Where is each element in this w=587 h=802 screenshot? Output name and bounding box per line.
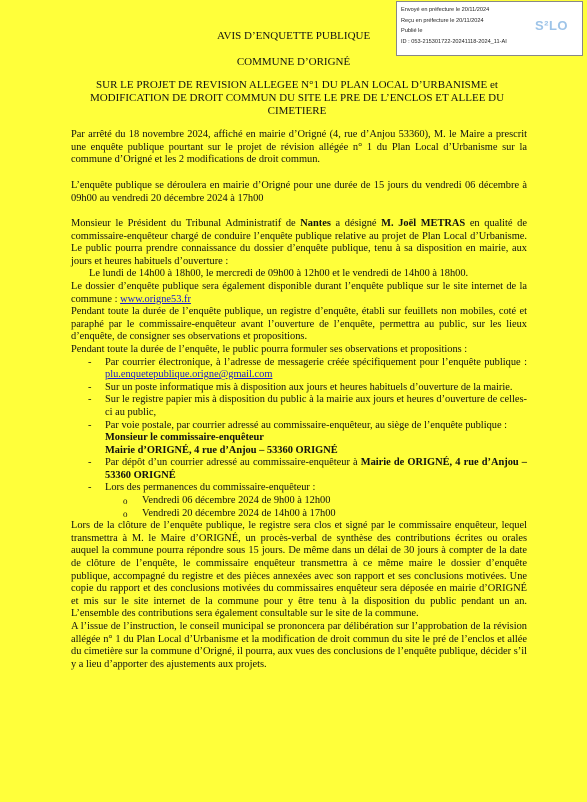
list-item: - Par dépôt d’un courrier adressé au commissaire-enquêteur à Mairie de ORIGNÉ, 4 rue d’Anjou – 53360 ORIGNÉ — [71, 457, 527, 482]
postal-recipient: Monsieur le commissaire-enquêteur — [105, 432, 264, 444]
list-item: - Lors des permanences du commissaire-enquêteur : — [71, 482, 527, 495]
prefecture-stamp — [396, 1, 583, 56]
stamp-sent-date: Envoyé en préfecture le 20/11/2024 — [401, 7, 490, 13]
website-link[interactable]: www.origne53.fr — [120, 293, 191, 305]
paragraph-register: Pendant toute la durée de l’enquête publique, un registre d’enquête, établi sur feuillets non mobiles, coté et paraphé par le commissaire-enquêteur avant l’ouverture de l’enquête, permettra au public, sur les lieux d’enquête, de consigner ses observations et propositions. — [71, 306, 527, 343]
list-item: - Sur un poste informatique mis à disposition aux jours et heures habituels d’ouverture de la mairie. — [71, 382, 527, 395]
list-item: - Par courrier électronique, à l’adresse de messagerie créée spécifiquement pour l’enquête publique : plu.enquetepublique.origne@gmail.com — [71, 357, 527, 382]
stamp-published: Publié le — [401, 28, 423, 34]
paragraph-duration: L’enquête publique se déroulera en mairie d’Origné pour une durée de 15 jours du vendredi 06 décembre à 09h00 au vendredi 20 décembre 2024 à 17h00 — [71, 180, 527, 204]
observation-methods-list — [71, 357, 527, 496]
stamp-received-date: Reçu en préfecture le 20/11/2024 — [401, 17, 484, 24]
list-item: - Sur le registre papier mis à disposition du public à la mairie aux jours et heures d’ouverture de celles-ci au public, — [71, 394, 527, 419]
paragraph-observations: Pendant toute la durée de l’enquête, le public pourra formuler ses observations et propositions : — [71, 343, 468, 355]
list-item: - Par voie postale, par courrier adressé au commissaire-enquêteur, au siège de l’enquête publique : Monsieur le commissaire-enquêteur Mairie d’ORIGNÉ, 4 rue d’Anjou – 53360 ORIGNÉ — [71, 420, 527, 458]
notice-subject: SUR LE PROJET DE REVISION ALLEGEE N°1 DU PLAN LOCAL D’URBANISME et MODIFICATION DE DROIT COMMUN DU SITE LE PRE DE L’ENCLOS ET ALLEE DU CIMETIERE — [89, 79, 505, 117]
opening-hours: Le lundi de 14h00 à 18h00, le mercredi de 09h00 à 12h00 et le vendredi de 14h00 à 18h00. — [89, 268, 469, 280]
paragraph-commissioner: Monsieur le Président du Tribunal Administratif de Nantes a désigné M. Joël METRAS en qualité de commissaire-enquêteur chargé de conduire l’enquête publique relative au projet de Plan Local d’Urbanisme. Le public pourra prendre connaissance du dossier d’enquête publique, tenu à sa disposition en mairie, aux jours et heures habituels d’ouverture : Le lundi de 14h00 à 18h00, le mercredi de 09h00 à 12h00 et le vendredi de 14h00 à 18h00. Le dossier d’enquête publique sera également disponible durant l’enquête publique sur le site internet de la commune : www.origne53.fr Pendant toute la durée de l’enquête publique, un registre d’enquête, établi sur feuillets non mobiles, coté et paraphé par le commissaire-enquêteur avant l’ouverture de l’enquête, permettra au public, sur les lieux d’enquête, de consigner ses observations et propositions. Pendant toute la durée de l’enquête, le public pourra formuler ses observations et propositions : - Par courrier électronique, à l’adresse de messagerie créée spécifiquement pour l’enquête publique : plu.enquetepublique.origne@gmail.com - Sur un poste informatique mis à disposition aux jours et heures habituels d’ouverture de la mairie. - Sur le registre papier mis à disposition du public à la mairie aux jours et heures d’ouverture de celles-ci au public, - Par voie postale, par courrier adressé au commissaire-enquêteur, au siège de l’enquête publique : Monsieur le commissaire-enquêteur Mairie d’ORIGNÉ, 4 rue d’Anjou – 53360 ORIGNÉ - Par dépôt d’un courrier adressé au commissaire-enquêteur à Mairie de ORIGNÉ, 4 rue d’Anjou – 53360 ORIGNÉ - Lors des permanences du commissaire-enquêteur : o Vendredi 06 décembre 2024 de 9h00 à 12h00 o Vendredi 20 décembre 2024 de 14h00 à 17h00 Lors de la clôture de l’enquête publique, le registre sera clos et signé par le commissaire enquêteur, lequel transmettra à M. le Maire d’ORIGNÉ, un procès-verbal de synthèse des contributions écrites ou orales auquel la commune pourra répondre sous 15 jours. De même dans un délai de 30 jours à compter de la date de clôture de l’enquête, le commissaire enquêteur transmettra à ce même maire le dossier d’enquête publique, accompagné du registre et des pièces annexées avec son rapport et ses conclusions motivées. Une copie du rapport et des conclusions motivées du commissaires enquêteur sera déposée en mairie d’ORIGNÉ et mis sur le site internet de la commune pour y être tenu à la disposition du public pendant un an. L’ensemble des contributions sera également consultable sur le site de la commune. A l’issue de l’instruction, le conseil municipal se prononcera par délibération sur l’approbation de la révision allégée n° 1 du Plan Local d’Urbanisme et la modification de droit commun du site le pré de l’enclos et allée du cimetière sur la commune d’Origné, il pourra, aux vues des conclusions de l’enquête publique, décider s’il y a lieu d’apporter des ajustements aux projets. — [71, 218, 527, 671]
permanences-list — [71, 495, 527, 520]
commissioner-name: M. Joël METRAS — [381, 218, 466, 229]
notice-title: AVIS D’ENQUETTE PUBLIQUE — [217, 30, 371, 42]
postal-address: Mairie d’ORIGNÉ, 4 rue d’Anjou – 53360 ORIGNÉ — [105, 444, 338, 456]
commune-name: COMMUNE D’ORIGNÉ — [236, 56, 351, 68]
tribunal-city: Nantes — [300, 218, 331, 229]
email-link[interactable]: plu.enquetepublique.origne@gmail.com — [105, 369, 273, 381]
s2lo-logo: S²LO — [534, 18, 568, 33]
paragraph-arrete: Par arrêté du 18 novembre 2024, affiché en mairie d’Origné (4, rue d’Anjou 53360), M. le Maire a prescrit une enquête publique pourtant sur le projet de révision allégée n° 1 du Plan Local d’Urbanisme sur la commune d’Origné et les 2 modifications de droit commun. — [71, 129, 527, 166]
paragraph-closure: Lors de la clôture de l’enquête publique, le registre sera clos et signé par le commissaire enquêteur, lequel transmettra à M. le Maire d’ORIGNÉ, un procès-verbal de synthèse des contributions écrites ou orales auquel la commune pourra répondre sous 15 jours. De même dans un délai de 30 jours à compter de la date de clôture de l’enquête, le commissaire enquêteur transmettra à ce même maire le dossier d’enquête publique, accompagné du registre et des pièces annexées avec son rapport et ses conclusions motivées. Une copie du rapport et des conclusions motivées du commissaires enquêteur sera déposée en mairie d’ORIGNÉ et mis sur le site internet de la commune pour y être tenu à la disposition du public pendant un an. L’ensemble des contributions sera également consultable sur le site de la commune. — [71, 520, 527, 620]
paragraph-approval: A l’issue de l’instruction, le conseil municipal se prononcera par délibération sur l’approbation de la révision allégée n° 1 du Plan Local d’Urbanisme et la modification de droit commun du site le pré de l’enclos et allée du cimetière sur la commune d’Origné, il pourra, aux vues des conclusions de l’enquête publique, décider s’il y a lieu d’apporter des ajustements aux projets. — [71, 621, 527, 670]
paragraph-website: Le dossier d’enquête publique sera également disponible durant l’enquête publique sur le site internet de la commune : www.origne53.fr — [71, 280, 527, 305]
stamp-id: ID : 053-215301722-20241118-2024_11-AI — [401, 38, 507, 45]
deposit-address: Mairie de ORIGNÉ, 4 rue d’Anjou – 53360 ORIGNÉ — [105, 457, 527, 481]
permanence-item: o Vendredi 06 décembre 2024 de 9h00 à 12h00 — [71, 495, 527, 508]
permanence-item: o Vendredi 20 décembre 2024 de 14h00 à 17h00 — [71, 508, 527, 521]
